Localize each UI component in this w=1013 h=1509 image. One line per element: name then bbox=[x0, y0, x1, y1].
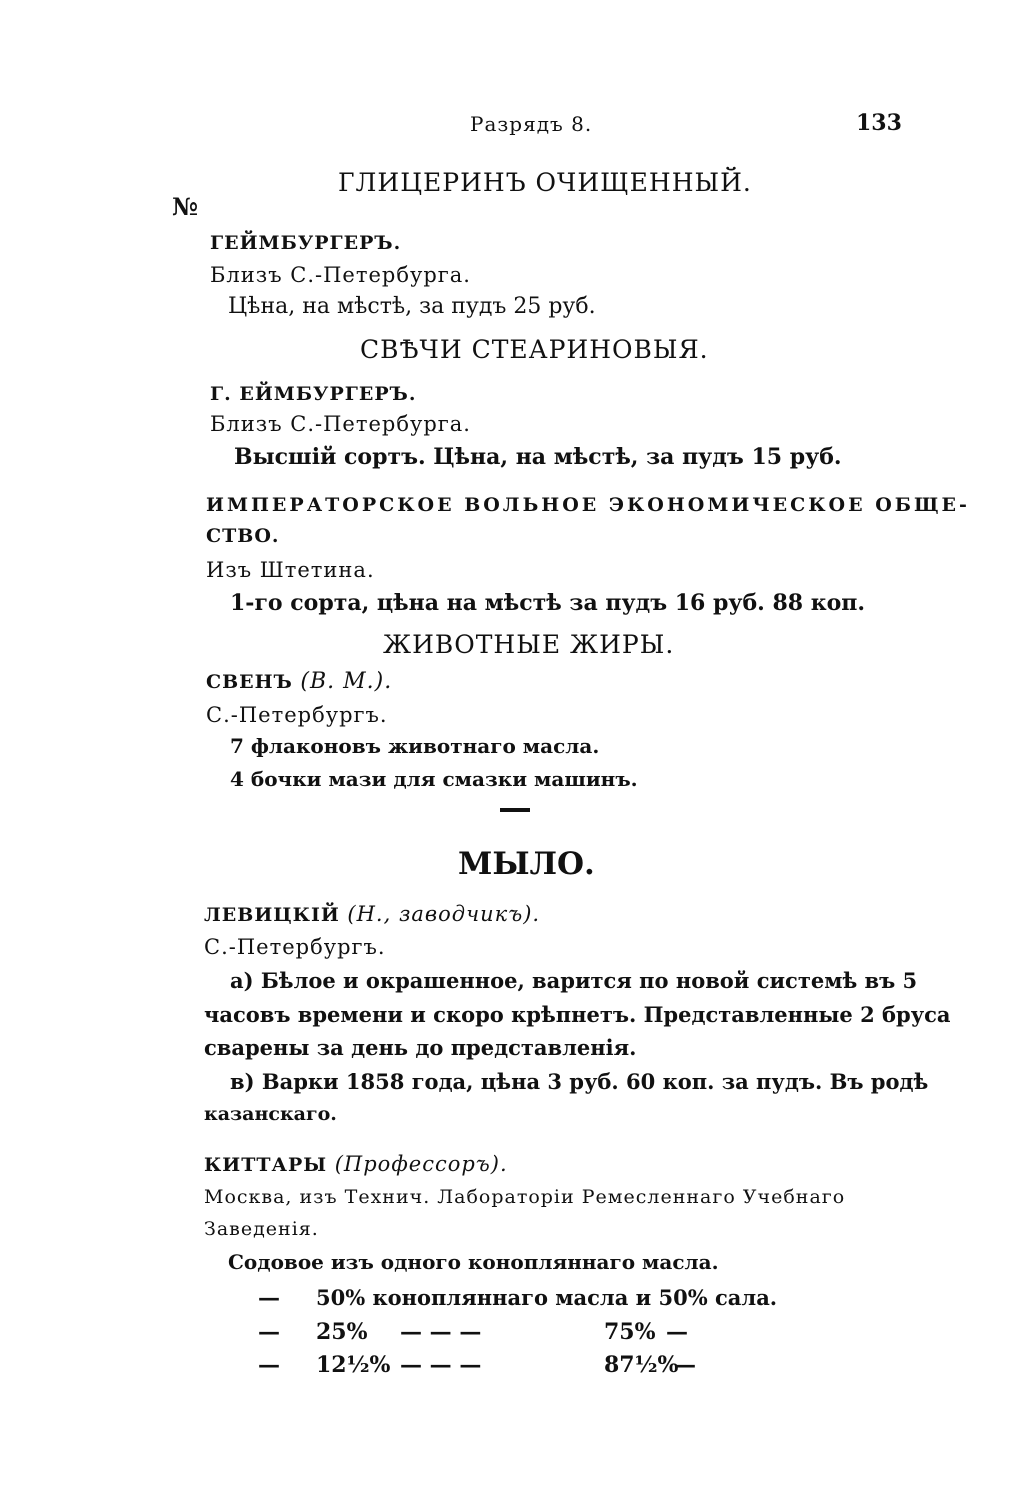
number-sign: № bbox=[172, 192, 199, 221]
exhibitor-note: (Профессоръ). bbox=[334, 1152, 508, 1176]
section-title-candles: СВѢЧИ СТЕАРИНОВЫЯ. bbox=[360, 335, 709, 364]
table-row-dash: — bbox=[258, 1319, 280, 1345]
exhibitor-note: (Н., заводчикъ). bbox=[347, 902, 541, 926]
table-cell-right: 87½% bbox=[604, 1352, 679, 1378]
exhibitor-location: Москва, изъ Технич. Лабораторіи Ремесленнаго Учебнаго bbox=[204, 1186, 846, 1208]
separator-dash bbox=[500, 808, 530, 812]
page-number: 133 bbox=[856, 110, 902, 136]
exhibitor-name: ИМПЕРАТОРСКОЕ ВОЛЬНОЕ ЭКОНОМИЧЕСКОЕ ОБЩЕ- bbox=[206, 494, 970, 516]
section-title-soap: МЫЛО. bbox=[458, 846, 595, 882]
paragraph-line: казанскаго. bbox=[204, 1103, 337, 1125]
running-head: Разрядъ 8. bbox=[470, 112, 593, 136]
exhibitor-location-cont: Заведенія. bbox=[204, 1218, 319, 1240]
table-cell-mid: — — — bbox=[400, 1319, 482, 1345]
paragraph-line: часовъ времени и скоро крѣпнетъ. Представленные 2 бруса bbox=[204, 1002, 951, 1027]
exhibitor-surname: ЛЕВИЦКІЙ bbox=[204, 904, 340, 926]
exhibitor-location: С.-Петербургъ. bbox=[204, 935, 386, 959]
paragraph-line: сварены за день до представленія. bbox=[204, 1035, 637, 1060]
table-row-text: 50% конопляннаго масла и 50% сала. bbox=[316, 1285, 778, 1310]
exhibitor-name-cont: СТВО. bbox=[206, 525, 280, 547]
table-row-dash: — bbox=[258, 1285, 280, 1311]
table-cell-left: 25% bbox=[316, 1319, 368, 1345]
entry-line: Содовое изъ одного конопляннаго масла. bbox=[228, 1250, 719, 1274]
exhibitor-name: Г. ЕЙМБУРГЕРЪ. bbox=[210, 383, 417, 405]
entry-line: 4 бочки мази для смазки машинъ. bbox=[230, 767, 638, 791]
exhibitor-location: С.-Петербургъ. bbox=[206, 703, 388, 727]
exhibitor-surname: СВЕНЪ bbox=[206, 671, 293, 693]
table-cell-end: — bbox=[674, 1352, 696, 1378]
entry-line: 1-го сорта, цѣна на мѣстѣ за пудъ 16 руб. 88 коп. bbox=[230, 590, 866, 616]
entry-line: 7 флаконовъ животнаго масла. bbox=[230, 734, 600, 758]
exhibitor-location: Изъ Штетина. bbox=[206, 558, 375, 582]
exhibitor-name bbox=[204, 902, 540, 926]
paragraph-line: а) Бѣлое и окрашенное, варится по новой системѣ въ 5 bbox=[230, 968, 918, 993]
exhibitor-surname: КИТТАРЫ bbox=[204, 1154, 328, 1176]
table-cell-end: — bbox=[666, 1319, 688, 1345]
exhibitor-location: Близъ С.-Петербурга. bbox=[210, 412, 471, 436]
section-title-glycerin: ГЛИЦЕРИНЪ ОЧИЩЕННЫЙ. bbox=[338, 168, 752, 197]
paragraph-line: в) Варки 1858 года, цѣна 3 руб. 60 коп. за пудъ. Въ родѣ bbox=[230, 1069, 929, 1094]
entry-line: Высшій сортъ. Цѣна, на мѣстѣ, за пудъ 15 руб. bbox=[234, 444, 842, 470]
section-title-fats: ЖИВОТНЫЕ ЖИРЫ. bbox=[383, 630, 675, 659]
table-cell-left: 12½% bbox=[316, 1352, 391, 1378]
entry-line: Цѣна, на мѣстѣ, за пудъ 25 руб. bbox=[228, 294, 596, 319]
table-row-dash: — bbox=[258, 1352, 280, 1378]
exhibitor-location: Близъ С.-Петербурга. bbox=[210, 263, 471, 287]
table-cell-right: 75% bbox=[604, 1319, 656, 1345]
exhibitor-name bbox=[206, 669, 392, 694]
exhibitor-name: ГЕЙМБУРГЕРЪ. bbox=[210, 232, 402, 254]
exhibitor-note: (В. М.). bbox=[300, 669, 393, 694]
table-cell-mid: — — — bbox=[400, 1352, 482, 1378]
exhibitor-name bbox=[204, 1152, 508, 1176]
